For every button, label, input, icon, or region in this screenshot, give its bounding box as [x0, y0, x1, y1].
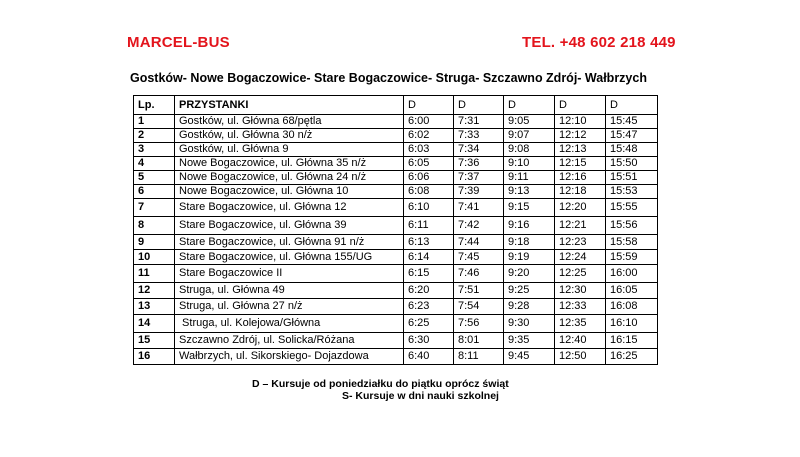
table-row	[134, 199, 658, 217]
departure-time: 9:11	[504, 171, 555, 185]
departure-time: 6:40	[404, 349, 454, 365]
stop-name: Stare Bogaczowice, ul. Główna 12	[175, 199, 404, 217]
table-row	[134, 235, 658, 250]
departure-time: 7:34	[454, 143, 504, 157]
header-stops: PRZYSTANKI	[175, 96, 404, 115]
table-row	[134, 250, 658, 265]
departure-time: 9:35	[504, 333, 555, 349]
departure-time: 12:25	[555, 265, 606, 283]
header-lp: Lp.	[134, 96, 175, 115]
row-number: 10	[134, 250, 175, 265]
departure-time: 12:13	[555, 143, 606, 157]
departure-time: 9:08	[504, 143, 555, 157]
stop-name: Stare Bogaczowice, ul. Główna 155/UG	[175, 250, 404, 265]
departure-time: 6:25	[404, 315, 454, 333]
stop-name: Stare Bogaczowice, ul. Główna 39	[175, 217, 404, 235]
departure-time: 12:33	[555, 299, 606, 315]
departure-time: 8:01	[454, 333, 504, 349]
stop-name: Stare Bogaczowice II	[175, 265, 404, 283]
row-number: 5	[134, 171, 175, 185]
departure-time: 7:31	[454, 115, 504, 129]
header-day-1: D	[404, 96, 454, 115]
departure-time: 9:20	[504, 265, 555, 283]
departure-time: 7:54	[454, 299, 504, 315]
departure-time: 6:02	[404, 129, 454, 143]
stop-name: Gostków, ul. Główna 30 n/ż	[175, 129, 404, 143]
header-day-3: D	[504, 96, 555, 115]
departure-time: 7:41	[454, 199, 504, 217]
row-number: 3	[134, 143, 175, 157]
table-row	[134, 217, 658, 235]
departure-time: 7:45	[454, 250, 504, 265]
departure-time: 6:08	[404, 185, 454, 199]
stop-name: Nowe Bogaczowice, ul. Główna 10	[175, 185, 404, 199]
header-day-5: D	[606, 96, 658, 115]
table-row	[134, 283, 658, 299]
stop-name: Nowe Bogaczowice, ul. Główna 24 n/ż	[175, 171, 404, 185]
departure-time: 12:12	[555, 129, 606, 143]
departure-time: 15:51	[606, 171, 658, 185]
stop-name: Szczawno Zdrój, ul. Solicka/Różana	[175, 333, 404, 349]
departure-time: 6:11	[404, 217, 454, 235]
table-row	[134, 143, 658, 157]
departure-time: 16:25	[606, 349, 658, 365]
stop-name: Gostków, ul. Główna 68/pętla	[175, 115, 404, 129]
departure-time: 12:35	[555, 315, 606, 333]
departure-time: 6:20	[404, 283, 454, 299]
departure-time: 6:06	[404, 171, 454, 185]
departure-time: 16:10	[606, 315, 658, 333]
table-row	[134, 129, 658, 143]
row-number: 14	[134, 315, 175, 333]
departure-time: 9:28	[504, 299, 555, 315]
departure-time: 12:30	[555, 283, 606, 299]
departure-time: 15:58	[606, 235, 658, 250]
stop-name: Nowe Bogaczowice, ul. Główna 35 n/ż	[175, 157, 404, 171]
departure-time: 6:30	[404, 333, 454, 349]
departure-time: 8:11	[454, 349, 504, 365]
stop-name: Struga, ul. Główna 27 n/ż	[175, 299, 404, 315]
row-number: 16	[134, 349, 175, 365]
departure-time: 15:50	[606, 157, 658, 171]
departure-time: 6:00	[404, 115, 454, 129]
departure-time: 15:45	[606, 115, 658, 129]
departure-time: 9:45	[504, 349, 555, 365]
departure-time: 7:36	[454, 157, 504, 171]
row-number: 1	[134, 115, 175, 129]
row-number: 7	[134, 199, 175, 217]
row-number: 6	[134, 185, 175, 199]
departure-time: 12:21	[555, 217, 606, 235]
departure-time: 12:15	[555, 157, 606, 171]
phone-number: TEL. +48 602 218 449	[522, 34, 676, 51]
departure-time: 9:15	[504, 199, 555, 217]
departure-time: 16:00	[606, 265, 658, 283]
departure-time: 12:40	[555, 333, 606, 349]
table-row	[134, 115, 658, 129]
table-header-row	[134, 96, 658, 115]
departure-time: 9:16	[504, 217, 555, 235]
departure-time: 16:15	[606, 333, 658, 349]
departure-time: 12:23	[555, 235, 606, 250]
departure-time: 7:51	[454, 283, 504, 299]
departure-time: 9:13	[504, 185, 555, 199]
departure-time: 9:05	[504, 115, 555, 129]
departure-time: 7:37	[454, 171, 504, 185]
footnote-d: D – Kursuje od poniedziałku do piątku oprócz świąt	[252, 378, 509, 390]
departure-time: 9:30	[504, 315, 555, 333]
table-row	[134, 265, 658, 283]
departure-time: 9:10	[504, 157, 555, 171]
departure-time: 16:05	[606, 283, 658, 299]
departure-time: 12:50	[555, 349, 606, 365]
departure-time: 12:18	[555, 185, 606, 199]
header-day-4: D	[555, 96, 606, 115]
table-row	[134, 157, 658, 171]
departure-time: 7:39	[454, 185, 504, 199]
departure-time: 9:25	[504, 283, 555, 299]
departure-time: 15:48	[606, 143, 658, 157]
footnote-s: S- Kursuje w dni nauki szkolnej	[342, 390, 499, 402]
departure-time: 6:14	[404, 250, 454, 265]
departure-time: 9:18	[504, 235, 555, 250]
departure-time: 15:53	[606, 185, 658, 199]
departure-time: 15:47	[606, 129, 658, 143]
stop-name: Struga, ul. Główna 49	[175, 283, 404, 299]
header-day-2: D	[454, 96, 504, 115]
row-number: 9	[134, 235, 175, 250]
row-number: 2	[134, 129, 175, 143]
departure-time: 7:33	[454, 129, 504, 143]
row-number: 13	[134, 299, 175, 315]
departure-time: 15:55	[606, 199, 658, 217]
departure-time: 9:19	[504, 250, 555, 265]
departure-time: 6:23	[404, 299, 454, 315]
departure-time: 12:24	[555, 250, 606, 265]
departure-time: 7:42	[454, 217, 504, 235]
timetable	[133, 95, 658, 365]
stop-name: Struga, ul. Kolejowa/Główna	[175, 315, 404, 333]
stop-name: Gostków, ul. Główna 9	[175, 143, 404, 157]
departure-time: 6:13	[404, 235, 454, 250]
departure-time: 6:05	[404, 157, 454, 171]
departure-time: 12:20	[555, 199, 606, 217]
departure-time: 15:56	[606, 217, 658, 235]
row-number: 15	[134, 333, 175, 349]
departure-time: 6:10	[404, 199, 454, 217]
departure-time: 12:16	[555, 171, 606, 185]
table-row	[134, 315, 658, 333]
departure-time: 7:46	[454, 265, 504, 283]
departure-time: 7:56	[454, 315, 504, 333]
departure-time: 15:59	[606, 250, 658, 265]
departure-time: 6:03	[404, 143, 454, 157]
row-number: 4	[134, 157, 175, 171]
row-number: 11	[134, 265, 175, 283]
stop-name: Wałbrzych, ul. Sikorskiego- Dojazdowa	[175, 349, 404, 365]
departure-time: 16:08	[606, 299, 658, 315]
table-row	[134, 171, 658, 185]
route-title: Gostków- Nowe Bogaczowice- Stare Bogaczowice- Struga- Szczawno Zdrój- Wałbrzych	[130, 71, 647, 85]
departure-time: 9:07	[504, 129, 555, 143]
stop-name: Stare Bogaczowice, ul. Główna 91 n/ż	[175, 235, 404, 250]
table-row	[134, 333, 658, 349]
departure-time: 6:15	[404, 265, 454, 283]
row-number: 12	[134, 283, 175, 299]
departure-time: 12:10	[555, 115, 606, 129]
table-row	[134, 299, 658, 315]
table-row	[134, 185, 658, 199]
table-row	[134, 349, 658, 365]
company-name: MARCEL-BUS	[127, 34, 230, 51]
row-number: 8	[134, 217, 175, 235]
departure-time: 7:44	[454, 235, 504, 250]
